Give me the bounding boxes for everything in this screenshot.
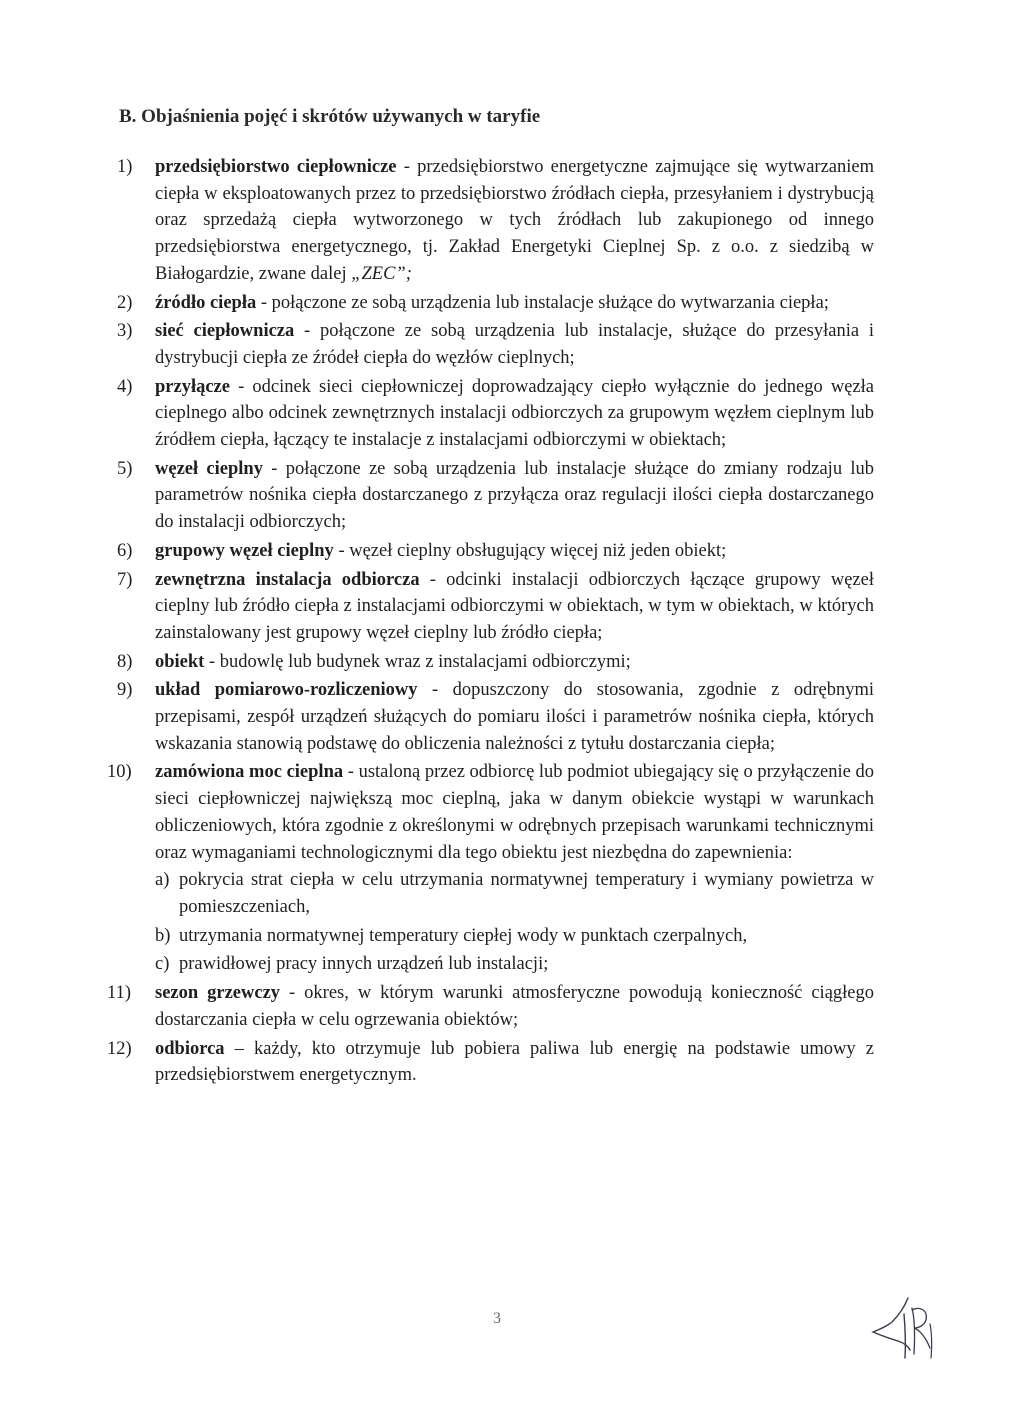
item-number: 9)	[117, 680, 133, 701]
sub-item-label: c)	[155, 954, 170, 975]
definition-term: przedsiębiorstwo ciepłownicze	[155, 157, 397, 177]
definition-term: układ pomiarowo-rozliczeniowy	[155, 680, 418, 701]
item-number: 11)	[107, 983, 131, 1004]
item-number: 3)	[117, 321, 133, 342]
definition-text: - połączone ze sobą urządzenia lub instalacje, służące do przesyłania i dystrybucji ciepła ze źródeł ciepła do węzłów cieplnych;	[155, 321, 875, 368]
definition-term: węzeł cieplny	[155, 458, 263, 479]
sub-item-label: b)	[155, 925, 171, 946]
item-number: 12)	[107, 1038, 132, 1059]
item-number: 5)	[117, 458, 133, 479]
definition-term: przyłącze	[155, 376, 230, 397]
item-number: 10)	[107, 762, 132, 783]
item-number: 6)	[117, 540, 133, 561]
definition-item	[117, 318, 874, 371]
definition-term: odbiorca	[155, 1038, 225, 1059]
definition-item	[107, 759, 874, 978]
definition-text: - ustaloną przez odbiorcę lub podmiot ubiegający się o przyłączenie do sieci ciepłowniczej największą moc cieplną, jaka w danym obiekcie wystąpi w warunkach obliczeniowych, która zgodnie z określonymi w odrębnych przepisach warunkami technicznymi oraz wymaganiami technologicznymi dla tego obiektu jest niezbędna do zapewnienia:	[155, 762, 874, 863]
definition-term: grupowy węzeł cieplny	[155, 540, 334, 561]
item-number: 8)	[117, 651, 133, 672]
definition-item	[117, 154, 874, 288]
definition-text: - odcinki instalacji odbiorczych łączące grupowy węzeł cieplny lub źródło ciepła z instalacjami odbiorczymi w obiektach, w tym w obiektach, w których zainstalowany jest grupowy węzeł cieplny lub źródło ciepła;	[155, 569, 874, 643]
definition-item	[107, 980, 875, 1033]
definition-item	[117, 567, 874, 647]
definition-item	[117, 649, 874, 676]
sub-item-label: a)	[155, 870, 170, 891]
sub-item-text: utrzymania normatywnej temperatury ciepłej wody w punktach czerpalnych,	[179, 925, 748, 946]
item-number: 1)	[117, 157, 133, 177]
definition-text: - połączone ze sobą urządzenia lub instalacje służące do wytwarzania ciepła;	[256, 292, 829, 313]
definition-text: - przedsiębiorstwo energetyczne zajmujące się wytwarzaniem ciepła w eksploatowanych przez to przedsiębiorstwo źródłach ciepła, przesyłaniem i dystrybucją oraz sprzedażą ciepła wytworzonego w tych źródłach lub zakupionego od innego przedsiębiorstwa energetycznego, tj. Zakład Energetyki Cieplnej Sp. z o.o. z siedzibą w Białogardzie, zwane dalej	[155, 157, 874, 284]
definition-text: - węzeł cieplny obsługujący więcej niż jeden obiekt;	[333, 540, 727, 561]
item-number: 2)	[117, 292, 133, 313]
sub-item-text: prawidłowej pracy innych urządzeń lub instalacji;	[179, 954, 549, 975]
definition-item	[107, 1036, 874, 1089]
sub-list	[155, 867, 874, 978]
definition-text: - dopuszczony do stosowania, zgodnie z odrębnymi przepisami, zespół urządzeń służących do pomiaru ilości i parametrów nośnika ciepła, których wskazania stanowią podstawę do obliczenia należności z tytułu dostarczania ciepła;	[155, 680, 874, 754]
item-number: 7)	[117, 569, 133, 590]
definition-item	[117, 456, 874, 536]
definition-quote: „ZEC”;	[351, 263, 412, 284]
section-heading: B. Objaśnienia pojęć i skrótów używanych w taryfie	[119, 106, 541, 127]
definitions-list	[107, 154, 875, 1091]
definition-term: sezon grzewczy	[155, 983, 281, 1004]
item-number: 4)	[117, 376, 133, 397]
sub-item	[155, 923, 874, 950]
sub-item-text: pokrycia strat ciepła w celu utrzymania normatywnej temperatury i wymiany powietrza w pomieszczeniach,	[179, 870, 874, 917]
definition-text: – każdy, kto otrzymuje lub pobiera paliwa lub energię na podstawie umowy z przedsiębiorstwem energetycznym.	[155, 1038, 874, 1086]
definition-item	[117, 538, 874, 565]
definition-term: obiekt	[155, 651, 205, 672]
definition-text: - budowlę lub budynek wraz z instalacjami odbiorczymi;	[204, 651, 631, 672]
definition-text: - połączone ze sobą urządzenia lub instalacje służące do zmiany rodzaju lub parametrów nośnika ciepła dostarczanego z przyłącza oraz regulacji ilości ciepła dostarczanego do instalacji odbiorczych;	[155, 458, 874, 533]
definition-term: zewnętrzna instalacja odbiorcza	[155, 569, 420, 590]
page-number: 3	[493, 1310, 501, 1327]
definition-term: sieć ciepłownicza	[155, 321, 295, 342]
definition-item	[117, 677, 874, 757]
definition-text: - okres, w którym warunki atmosferyczne powodują konieczność ciągłego dostarczania ciepła w celu ogrzewania obiektów;	[155, 983, 875, 1030]
definition-term: źródło ciepła	[155, 292, 257, 313]
definition-item	[117, 374, 874, 454]
definition-item	[117, 290, 874, 317]
handwritten-signature-icon	[868, 1294, 940, 1362]
definition-term: zamówiona moc cieplna	[155, 762, 344, 783]
definition-text: - odcinek sieci ciepłowniczej doprowadzający ciepło wyłącznie do jednego węzła cieplnego albo odcinek zewnętrznych instalacji odbiorczych za grupowym węzłem cieplnym lub źródłem ciepła, łączący te instalacje z instalacjami odbiorczymi w obiektach;	[155, 376, 874, 451]
sub-item	[155, 867, 874, 920]
sub-item	[155, 951, 874, 978]
